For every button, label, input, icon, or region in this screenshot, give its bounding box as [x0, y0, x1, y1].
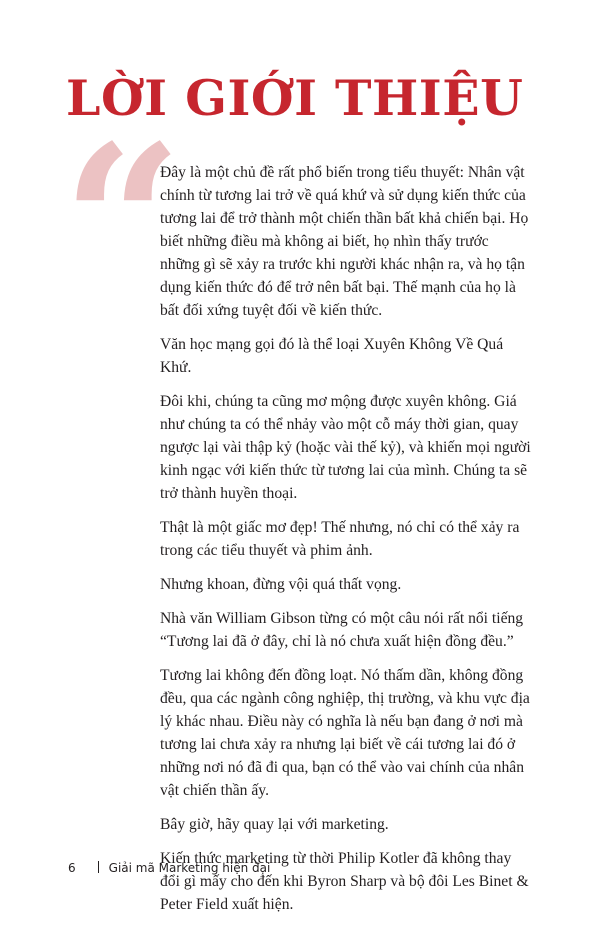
- footer-divider: [98, 861, 99, 873]
- quote-mark-icon: “: [62, 99, 183, 346]
- paragraph: Kiến thức marketing từ thời Philip Kotler đã không thay đổi gì mấy cho đến khi Byron Sharp và bộ đôi Les Binet & Peter Field xuất hiện.: [160, 850, 529, 913]
- paragraph: Đây là một chủ đề rất phổ biến trong tiểu thuyết: Nhân vật chính từ tương lai trở về quá khứ và sử dụng kiến thức của tương lai để trở thành một chiến thần bất khả chiến bại. Họ biết những điều mà không ai biết, họ nhìn thấy trước những gì sẽ xảy ra trước khi người khác nhận ra, và họ tận dụng kiến thức đó để trở nên bất bại. Thế mạnh của họ là bất đối xứng tuyệt đối về kiến thức.: [160, 164, 529, 319]
- paragraph: Nhà văn William Gibson từng có một câu nói rất nổi tiếng “Tương lai đã ở đây, chỉ là nó chưa xuất hiện đồng đều.”: [160, 610, 524, 650]
- paragraph: Đôi khi, chúng ta cũng mơ mộng được xuyên không. Giá như chúng ta có thể nhảy vào một cỗ máy thời gian, quay ngược lại vài thập kỷ (hoặc vài thế kỷ), và khiến mọi người kinh ngạc với kiến thức từ tương lai của mình. Chúng ta sẽ trở thành huyền thoại.: [160, 393, 531, 502]
- paragraph: Bây giờ, hãy quay lại với marketing.: [160, 816, 389, 833]
- paragraph: Tương lai không đến đồng loạt. Nó thấm dần, không đồng đều, qua các ngành công nghiệp, thị trường, và khu vực địa lý khác nhau. Điều này có nghĩa là nếu bạn đang ở nơi mà tương lai chưa xảy ra nhưng lại biết về cái tương lai đó ở những nơi nó đã đi qua, bạn có thể vào vai chính của nhân vật chiến thần ấy.: [160, 667, 530, 799]
- chapter-body: [160, 161, 532, 927]
- page-footer: [68, 860, 270, 876]
- paragraph: Nhưng khoan, đừng vội quá thất vọng.: [160, 576, 402, 593]
- running-book-title: Giải mã Marketing hiện đại: [108, 861, 271, 875]
- page-number: 6: [68, 861, 76, 875]
- paragraph: Văn học mạng gọi đó là thể loại Xuyên Không Về Quá Khứ.: [160, 336, 504, 376]
- chapter-title: LỜI GIỚI THIỆU: [66, 69, 524, 127]
- paragraph: Thật là một giấc mơ đẹp! Thế nhưng, nó chỉ có thể xảy ra trong các tiểu thuyết và phim ảnh.: [160, 519, 520, 559]
